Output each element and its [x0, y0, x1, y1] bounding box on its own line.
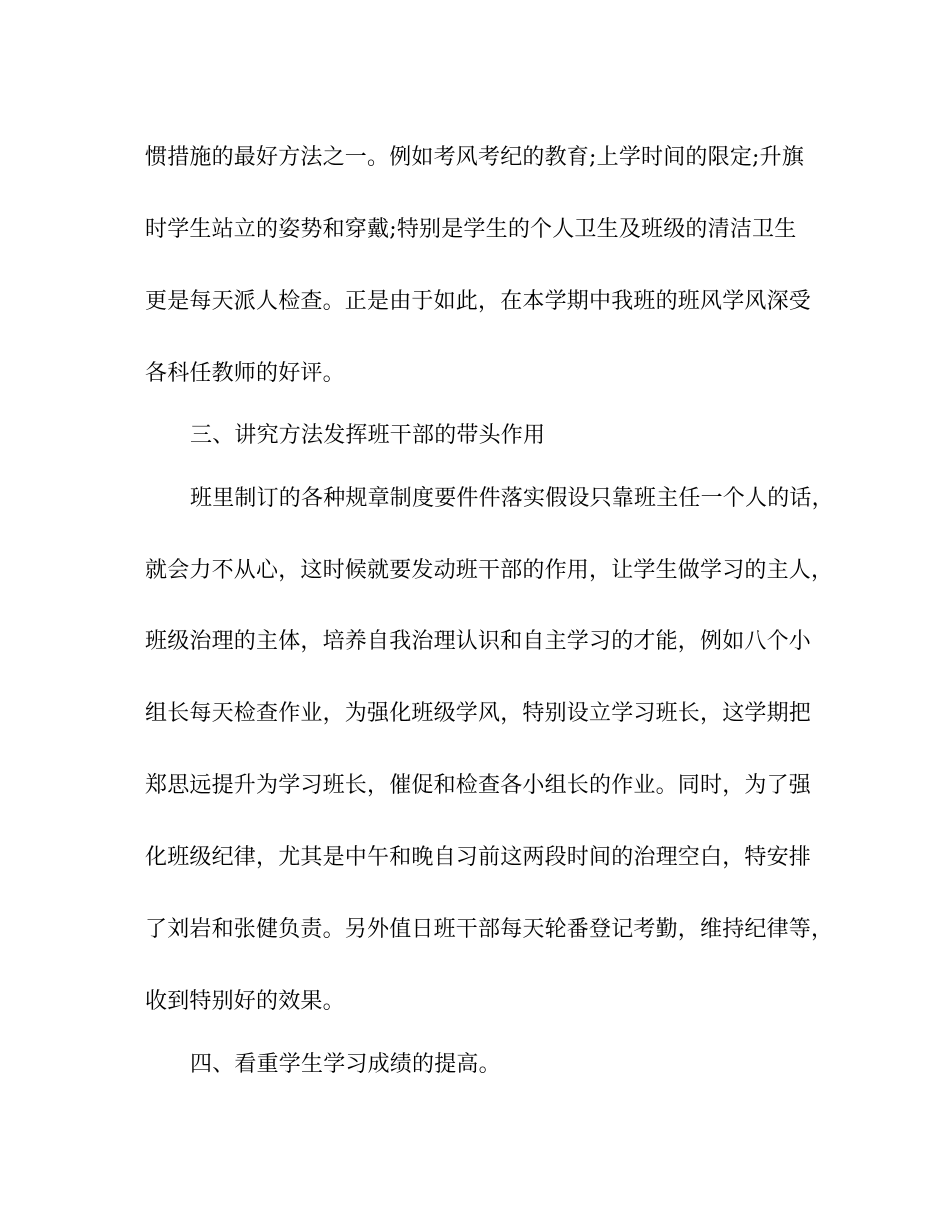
paragraph-line: 班里制订的各种规章制度要件件落实假设只靠班主任一个人的话，: [190, 486, 834, 511]
paragraph-line: 时学生站立的姿势和穿戴;特别是学生的个人卫生及班级的清洁卫生: [145, 217, 797, 242]
paragraph-line: 班级治理的主体，培养自我治理认识和自主学习的才能，例如八个小: [145, 629, 812, 654]
paragraph-line: 收到特别好的效果。: [145, 989, 345, 1014]
section-heading: 三、讲究方法发挥班干部的带头作用: [190, 423, 546, 448]
paragraph-line: 各科任教师的好评。: [145, 361, 345, 386]
paragraph-line: 惯措施的最好方法之一。例如考风考纪的教育;上学时间的限定;升旗: [145, 145, 805, 170]
paragraph-line: 了刘岩和张健负责。另外值日班干部每天轮番登记考勤，维持纪律等，: [145, 917, 834, 942]
paragraph-line: 更是每天派人检查。正是由于如此，在本学期中我班的班风学风深受: [145, 289, 812, 314]
paragraph-line: 化班级纪律，尤其是中午和晚自习前这两段时间的治理空白，特安排: [145, 845, 812, 870]
section-heading: 四、看重学生学习成绩的提高。: [190, 1052, 501, 1077]
paragraph-line: 就会力不从心，这时候就要发动班干部的作用，让学生做学习的主人，: [145, 558, 834, 583]
paragraph-line: 郑思远提升为学习班长，催促和检查各小组长的作业。同时，为了强: [145, 773, 812, 798]
paragraph-line: 组长每天检查作业，为强化班级学风，特别设立学习班长，这学期把: [145, 701, 812, 726]
